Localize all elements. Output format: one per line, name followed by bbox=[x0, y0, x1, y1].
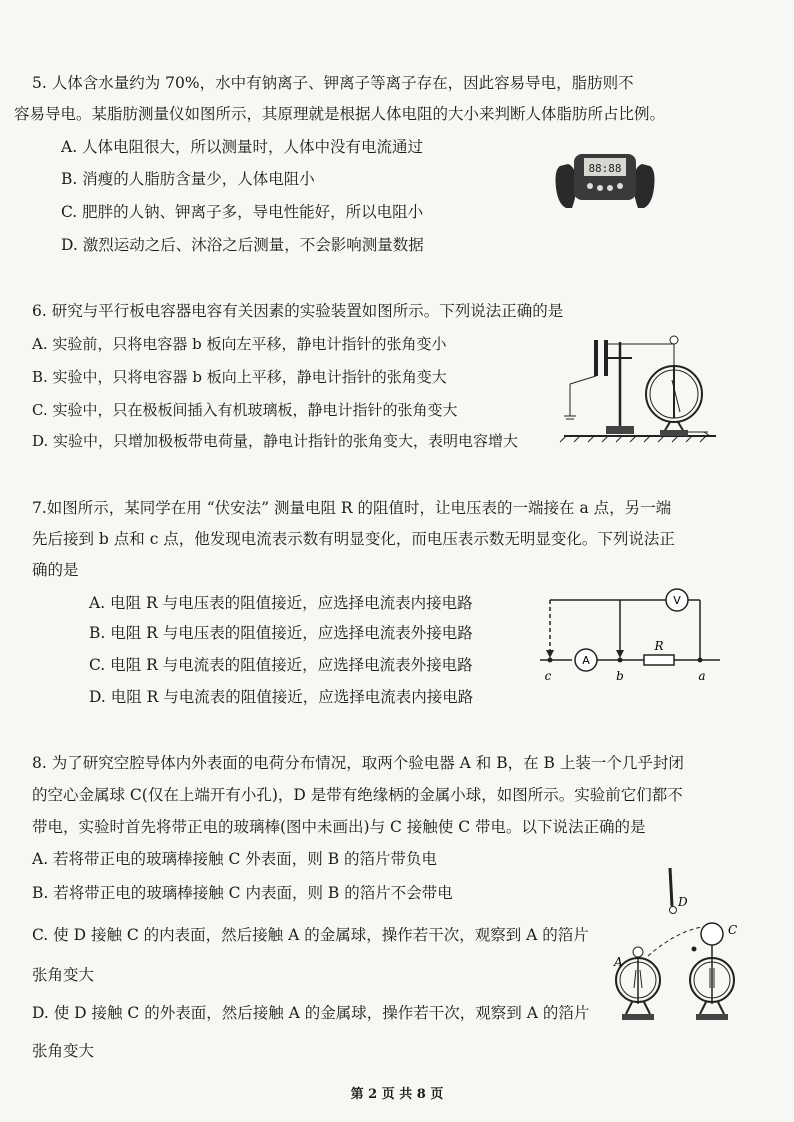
electroscope-pair-figure bbox=[610, 864, 760, 1026]
ammeter-label: A bbox=[582, 654, 590, 667]
q8-stem-2: 的空心金属球 C(仅在上端开有小孔)，D 是带有绝缘柄的金属小球，如图所示。实验前它们都不 bbox=[32, 786, 683, 804]
q7-option-a: A. 电阻 R 与电压表的阻值接近，应选择电流表内接电路 bbox=[89, 594, 473, 612]
volt-ammeter-circuit-figure bbox=[540, 588, 720, 688]
page-footer: 第 2 页 共 8 页 bbox=[350, 1087, 444, 1102]
q8-option-d-2: 张角变大 bbox=[32, 1042, 95, 1060]
q5-option-d: D. 激烈运动之后、沐浴之后测量，不会影响测量数据 bbox=[61, 236, 424, 254]
q8-option-b: B. 若将带正电的玻璃棒接触 C 内表面，则 B 的箔片不会带电 bbox=[32, 884, 453, 902]
q8-option-a: A. 若将带正电的玻璃棒接触 C 外表面，则 B 的箔片带负电 bbox=[32, 850, 438, 868]
q5-stem-2: 容易导电。某脂肪测量仪如图所示，其原理就是根据人体电阻的大小来判断人体脂肪所占比例。 bbox=[14, 105, 666, 123]
q5-option-c: C. 肥胖的人钠、钾离子多，导电性能好，所以电阻小 bbox=[61, 203, 424, 221]
q5-option-a: A. 人体电阻很大，所以测量时，人体中没有电流通过 bbox=[61, 138, 424, 156]
q8-option-d-1: D. 使 D 接触 C 的外表面，然后接触 A 的金属球，操作若干次，观察到 A 的箔片 bbox=[32, 1004, 590, 1022]
q6-option-b: B. 实验中，只将电容器 b 板向上平移，静电计指针的张角变大 bbox=[32, 368, 447, 386]
point-c-label: c bbox=[544, 669, 552, 683]
point-b-label: b bbox=[616, 669, 624, 683]
capacitor-electroscope-figure bbox=[560, 322, 720, 446]
label-a: A bbox=[614, 955, 623, 969]
q8-option-c-1: C. 使 D 接触 C 的内表面，然后接触 A 的金属球，操作若干次，观察到 A 的箔片 bbox=[32, 926, 589, 944]
q7-stem-1: 7.如图所示，某同学在用 “伏安法” 测量电阻 R 的阻值时，让电压表的一端接在 a 点，另一端 bbox=[32, 499, 672, 517]
q7-option-b: B. 电阻 R 与电压表的阻值接近，应选择电流表外接电路 bbox=[89, 624, 473, 642]
q6-option-a: A. 实验前，只将电容器 b 板向左平移，静电计指针的张角变小 bbox=[32, 335, 447, 353]
point-a-label: a bbox=[698, 669, 706, 683]
q7-option-c: C. 电阻 R 与电流表的阻值接近，应选择电流表外接电路 bbox=[89, 656, 473, 674]
fat-meter-figure bbox=[550, 148, 660, 218]
q7-stem-2: 先后接到 b 点和 c 点，他发现电流表示数有明显变化，而电压表示数无明显变化。下列说法正 bbox=[32, 530, 675, 548]
q5-option-b: B. 消瘦的人脂肪含量少，人体电阻小 bbox=[61, 170, 315, 188]
q5-stem-1: 5. 人体含水量约为 70%，水中有钠离子、钾离子等离子存在，因此容易导电，脂肪则不 bbox=[32, 74, 634, 92]
q6-stem: 6. 研究与平行板电容器电容有关因素的实验装置如图所示。下列说法正确的是 bbox=[32, 302, 564, 320]
q7-stem-3: 确的是 bbox=[32, 561, 79, 579]
q8-option-c-2: 张角变大 bbox=[32, 966, 95, 984]
voltmeter-label: V bbox=[673, 594, 681, 607]
label-d: D bbox=[678, 895, 688, 909]
q8-stem-1: 8. 为了研究空腔导体内外表面的电荷分布情况，取两个验电器 A 和 B，在 B 上装一个几乎封闭 bbox=[32, 754, 684, 772]
q8-stem-3: 带电，实验时首先将带正电的玻璃棒(图中未画出)与 C 接触使 C 带电。以下说法正确的是 bbox=[32, 818, 646, 836]
meter-display-text: 88:88 bbox=[588, 162, 622, 175]
q7-option-d: D. 电阻 R 与电流表的阻值接近，应选择电流表内接电路 bbox=[89, 688, 474, 706]
q6-option-d: D. 实验中，只增加极板带电荷量，静电计指针的张角变大，表明电容增大 bbox=[32, 432, 519, 450]
label-c: C bbox=[728, 923, 738, 937]
q6-option-c: C. 实验中，只在极板间插入有机玻璃板，静电计指针的张角变大 bbox=[32, 401, 458, 419]
resistor-label: R bbox=[654, 639, 664, 653]
